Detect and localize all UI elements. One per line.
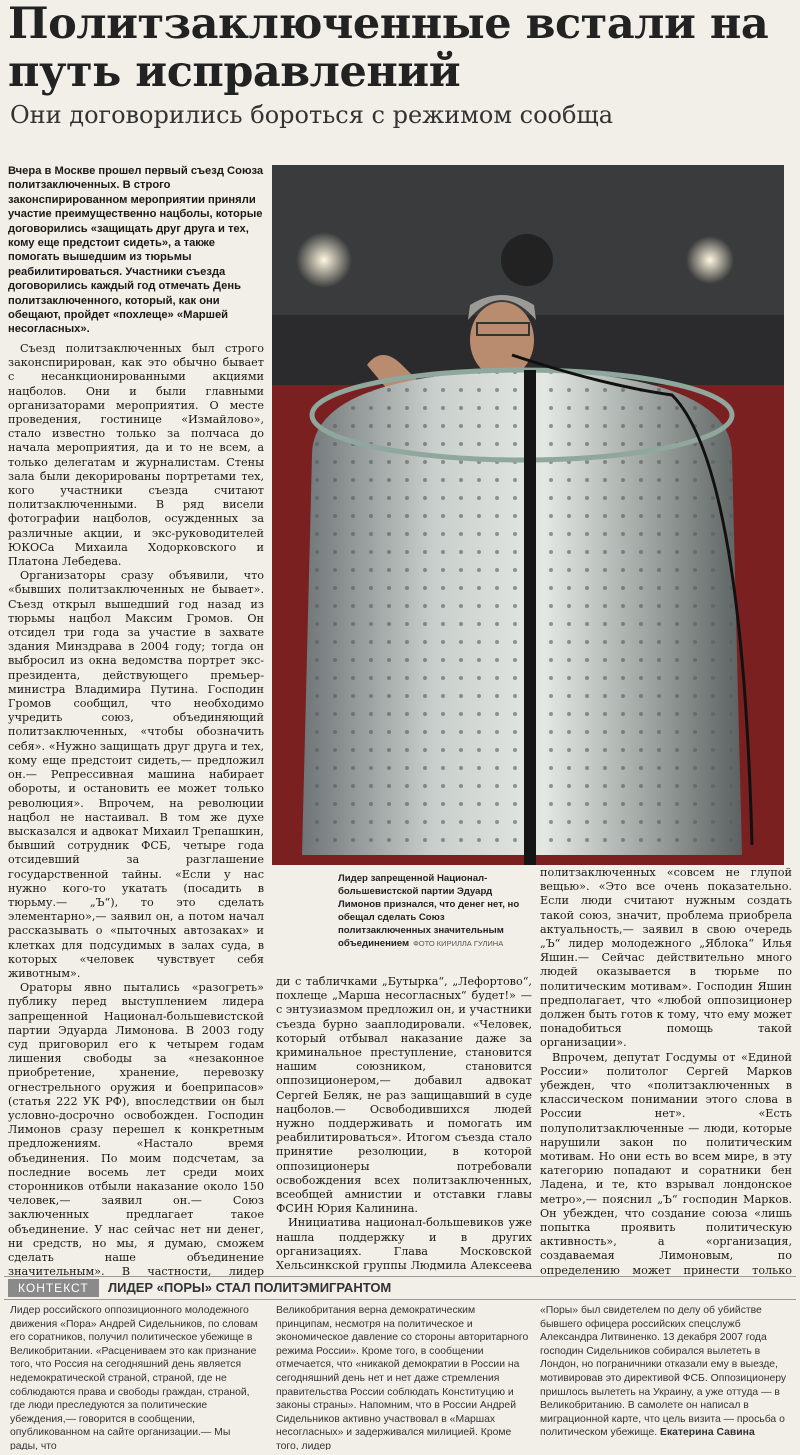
context-signature: Екатерина Савина (660, 1427, 755, 1439)
photo-credit: ФОТО КИРИЛЛА ГУЛИНА (413, 939, 504, 948)
paragraph: Организаторы сразу объявили, что «бывших политзаключенных не бывает». Съезд открыл вышедший год назад из тюрьмы нацбол Максим Громов. Он отсидел три года за участие в захвате здания Минздрава в 2004 году; тогда он выбросил из окна ведомства портрет экс-президента, действующего премьер-министра Владимира Путина. Господин Громов сообщил, что необходимо учредить союз, объединяющий политзаключенных, «чтобы обозначить себя». «Нужно защищать друг друга и тех, кому еще предстоит сидеть,— предложил он.— Репрессивная машина набирает обороты, и остановить ее может только революция». Впрочем, на революции нацбол не настаивал. В том же духе высказался и адвокат Михаил Трепашкин, бывший сотрудник ФСБ, четыре года отсидевший за разглашение государственной тайны. «Если у нас нужно кого-то укатать (посадить в тюрьму.— „Ъ“), то это сделать элементарно»,— заявил он, а потом начал рассказывать о «пыточных автозаках» и клетках для подсудимых в залах суда, в которых «человек чувствует себя животным». (8, 569, 264, 980)
paragraph: Съезд политзаключенных был строго законспирирован, как это обычно бывает с несанкционированными акциями нацболов. Они и были главными организаторами мероприятия. О месте проведения, гостинице «Измайлово», стало известно только за полчаса до начала мероприятия, да и то не всем, а только делегатам и журналистам. Стены зала были декорированы портретами тех, кого участники съезда считают политзаключенными. В ряд висели фотографии нацболов, осужденных за различные акции, и экс-руководителей ЮКОСа Михаила Ходорковского и Платона Лебедева. (8, 342, 264, 569)
photo-speaker-at-podium (272, 165, 784, 865)
context-column-2 (276, 1304, 530, 1450)
context-text: Лидер российского оппозиционного молодежного движения «Пора» Андрей Сидельников, по словам его соратников, получил политическое убежище в Великобритании. «Расцениваем это как признание того, что Россия на сегодняшний день является недемократической страной, страной, где не соблюдаются права и свободы граждан, страной, где люди преследуются за политические убеждения,— говорится в сообщении, опубликованном на сайте организации.— Мы рады, что (10, 1305, 258, 1450)
lead-text: Вчера в Москве прошел первый съезд Союза политзаключенных. В строго законспирированном мероприятии приняли участие преимущественно нацболы, которые договорились «защищать друг друга и тех, кому еще предстоит сидеть», а также помогать вышедшим из тюрьмы реабилитироваться. Участники съезда договорились каждый год отмечать День политзаключенного, который, как они обещают, пройдет «похлеще» «Маршей несогласных». (8, 165, 264, 336)
context-text (540, 1304, 792, 1440)
paragraph: Впрочем, депутат Госдумы от «Единой России» политолог Сергей Марков убежден, что «политзаключенных в классическом понимании этого слова в России нет». «Есть полуполитзаключенные — люди, которые нарушили закон по политическим мотивам. Но они есть во всем мире, в эту категорию попадают и соратники бен Ладена, и те, кто взрывал лондонское метро»,— пояснил „Ъ“ господин Марков. Он убежден, что создание союза «лишь попытка проявить политическую активность», а «организация, создаваемая Лимоновым, по определению может принести только (540, 1050, 792, 1276)
caption-text: Лидер запрещенной Национал-большевистской партии Эдуард Лимонов признался, что денег нет, но обещал сделать Союз политзаключенных значительным объединением (338, 873, 520, 949)
context-title: ЛИДЕР «ПОРЫ» СТАЛ ПОЛИТЭМИГРАНТОМ (108, 1280, 392, 1295)
context-text-body: «Поры» был свидетелем по делу об убийстве бывшего офицера российских спецслужб Александра Литвиненко. 13 декабря 2007 года господин Сидельников собирался вылететь в Лондон, но пограничники отказали ему в выезде, мотивировав это директивой ФСБ. Оппозиционеру пришлось вылететь на Украину, а уже оттуда — в Великобританию. В самолете он написал в миграционной карте, что цель визита — просьба о политическом убежище. (540, 1305, 787, 1439)
lead-paragraph (8, 164, 264, 342)
paragraph: Ораторы явно пытались «разогреть» публику перед выступлением лидера запрещенной Национал-большевистской партии Эдуарда Лимонова. В 2003 году суд приговорил его к четырем годам лишения свободы за «незаконное приобретение, хранение, перевозку огнестрельного оружия и боеприпасов» (статья 222 УК РФ), впоследствии он был условно-досрочно освобожден. Господин Лимонов сразу перешел к конкретным предложениям. «Настало время объединения. По моим подсчетам, за последние восемь лет среди моих сторонников отбыли наказание около 150 человек,— заявил он.— Союз заключенных предлагает такое объединение. У нас сейчас нет ни денег, ни средств, но мы, я думаю, сможем сделать наше объединение значительным». В частности, лидер (8, 981, 264, 1278)
context-tag: КОНТЕКСТ (8, 1279, 99, 1297)
article-column-2 (276, 975, 532, 1275)
paragraph: политзаключенных «совсем не глупой вещью». «Это все очень показательно. Если люди считают нужным создать такой союз, значит, проблема приобрела актуальность,— заявил в свою очередь „Ъ“ лидер молодежного „Яблока“ Илья Яшин.— Сейчас действительно много людей оказывается в тюрьме по политическим мотивам». Господин Яшин предполагает, что «любой оппозиционер должен быть готов к тому, что ему может понадобиться помощь такой организации». (540, 866, 792, 1050)
photo-illustration (272, 165, 784, 865)
article-column-1 (8, 342, 264, 1278)
context-header (4, 1276, 796, 1300)
context-column-3 (540, 1304, 792, 1450)
article-column-3 (540, 866, 792, 1276)
article-subhead: Они договорились бороться с режимом сообща (10, 101, 614, 129)
paragraph: ди с табличками „Бутырка“, „Лефортово“, похлеще „Марша несогласных“ будет!» — с энтузиазмом предложил он, и участники съезда бурно зааплодировали. «Человек, который отбывал наказание даже за криминальное преступление, становится нашим союзником, становится оппозиционером,— добавил адвокат Сергей Беляк, не раз защищавший в суде нацболов.— Освободившихся людей нужно поддерживать и помогать им реабилитироваться». Итогом съезда стало принятие резолюции, в которой оппозиционеры потребовали освобождения всех политзаключенных, всеобщей амнистии и отставки главы ФСИН Юрия Калинина. (276, 975, 532, 1216)
article-headline: Политзаключенные встали на путь исправлений (8, 0, 769, 97)
paragraph: Инициатива национал-большевиков уже нашла поддержку и в других организациях. Глава Московской Хельсинкской группы Людмила Алексеева (276, 1216, 532, 1273)
photo-caption (338, 872, 520, 950)
context-column-1 (10, 1304, 260, 1450)
context-text: Великобритания верна демократическим принципам, несмотря на политическое и экономическое давление со стороны авторитарного режима России». Кроме того, в сообщении отмечается, что «никакой демократии в России на сегодняшний день нет и нет даже стремления правительства России соблюдать Конституцию и законы страны». Напомним, что в России Андрей Сидельников активно участвовал в «Маршах несогласных» и задерживался милицией. Кроме того, лидер (276, 1305, 529, 1450)
